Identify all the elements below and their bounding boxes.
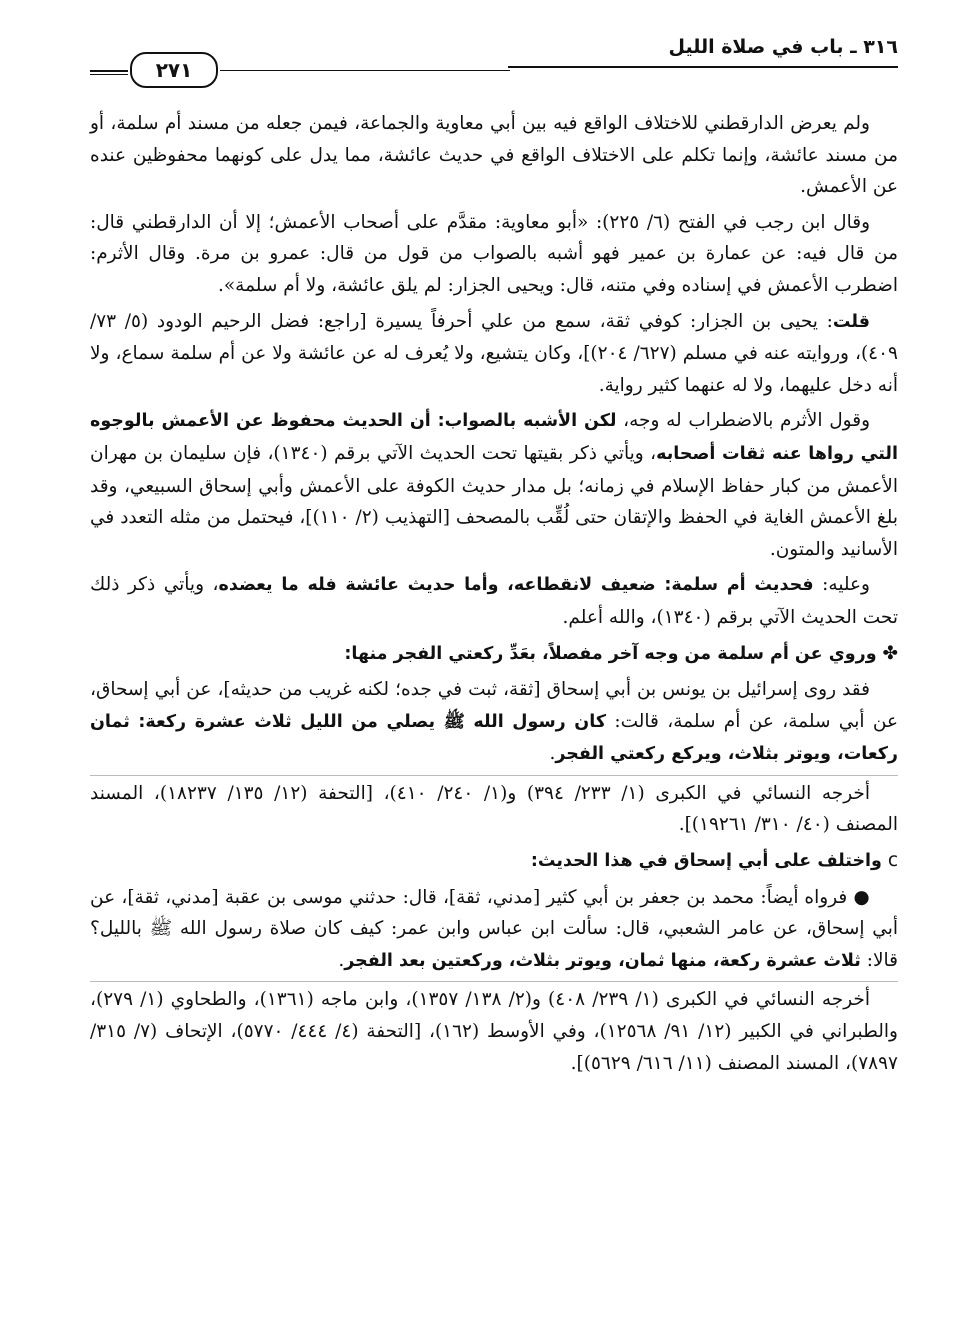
text-segment: : يحيى بن الجزار: كوفي ثقة، سمع من علي أحرفاً يسيرة [راجع: فضل الرحيم الودود (٥/ ٧٣/ ٤٠٩)، وروايته عنه في مسلم (٦٢٧/ ٢٠٤)]، وكان يتشيع، ولا يُعرف له عن عائشة ولا عن أم سلمة سماع، ولا أنه دخل عليهما، ولا له عنهما كثير رواية.	[90, 310, 898, 396]
bullet-mark: ᴄ	[881, 850, 898, 872]
text-segment: ، ويأتي ذكر ذلك تحت الحديث الآتي برقم (١٣٤٠)، والله أعلم.	[90, 574, 898, 628]
chapter-title: ٣١٦ ـ باب في صلاة الليل	[668, 36, 898, 58]
text-segment: ، ويأتي ذكر بقيتها تحت الحديث الآتي برقم (١٣٤٠)، فإن سليمان بن مهران الأعمش من كبار حفاظ الإسلام في زمانه؛ بل مدار حديث الكوفة على الأعمش وأبي إسحاق السبيعي، وقد بلغ الأعمش الغاية في الحفظ والإتقان حتى لُقِّب بالمصحف [التهذيب (٢/ ١١٠)]، فيحتمل من مثله التعدد في الأسانيد والمتون.	[90, 442, 898, 560]
text-segment: وعليه:	[813, 574, 870, 596]
paragraph	[90, 306, 898, 402]
paragraph	[90, 981, 898, 1079]
bullet-mark: ●	[847, 886, 870, 908]
text-segment: فرواه أيضاً: محمد بن جعفر بن أبي كثير [مدني، ثقة]، قال: حدثني موسى بن عقبة [مدني، ثقة]، عن أبي إسحاق، عن عامر الشعبي، قال: سألت ابن عباس وابن عمر: كيف كان صلاة رسول الله ﷺ بالليل؟ قالا:	[90, 886, 898, 971]
bold-text: قلت	[832, 311, 870, 332]
page-number: ٢٧١	[130, 52, 218, 88]
paragraph	[90, 207, 898, 302]
section-heading	[90, 638, 898, 671]
section-heading	[90, 845, 898, 878]
bold-text: ثلاث عشرة ركعة، منها ثمان، ويوتر بثلاث، وركعتين بعد الفجر	[344, 950, 861, 971]
book-page	[90, 30, 898, 1320]
paragraph	[90, 882, 898, 978]
header-rule	[508, 66, 898, 68]
bold-text: فحديث أم سلمة: ضعيف لانقطاعه، وأما حديث عائشة فله ما يعضده	[218, 575, 814, 596]
bold-text: واختلف على أبي إسحاق في هذا الحديث:	[530, 851, 882, 872]
bold-text: كان رسول الله ﷺ يصلي من الليل ثلاث عشرة ركعة: ثمان ركعات، ويوتر بثلاث، ويركع ركعتي الفجر	[90, 711, 898, 765]
header-rule	[90, 70, 128, 72]
paragraph	[90, 108, 898, 203]
text-segment: ولم يعرض الدارقطني للاختلاف الواقع فيه بين أبي معاوية والجماعة، فيمن جعله من مسند أم سلمة، أو من مسند عائشة، وإنما تكلم على الاختلاف الواقع في حديث عائشة، مما يدل على كونهما محفوظين عنده عن الأعمش.	[90, 113, 898, 198]
bold-text: وروي عن أم سلمة من وجه آخر مفصلاً، بعَدِّ ركعتي الفجر منها:	[344, 643, 877, 664]
text-segment: .	[549, 743, 556, 765]
text-segment: وقول الأثرم بالاضطراب له وجه،	[616, 410, 871, 432]
page-body	[90, 108, 898, 1083]
text-segment: أخرجه النسائي في الكبرى (١/ ٢٣٩/ ٤٠٨) و(٢/ ١٣٨/ ١٣٥٧)، وابن ماجه (١٣٦١)، والطحاوي (١/ ٢٧٩)، والطبراني في الكبير (١٢/ ٩١/ ١٢٥٦٨)، وفي الأوسط (١٦٢)، [التحفة (٤/ ٤٤٤/ ٥٧٧٠)، الإتحاف (٧/ ٣١٥/ ٧٨٩٧)، المسند المصنف (١١/ ٦١٦/ ٥٦٢٩)].	[90, 989, 898, 1074]
paragraph	[90, 405, 898, 565]
bold-text: لكن الأشبه بالصواب: أن الحديث محفوظ عن الأعمش بالوجوه التي رواها عنه ثقات أصحابه	[90, 411, 898, 464]
paragraph	[90, 674, 898, 771]
bullet-mark: ✤	[876, 642, 898, 664]
text-segment: .	[338, 949, 345, 971]
page-header	[90, 30, 898, 90]
text-segment: أخرجه النسائي في الكبرى (١/ ٢٣٣/ ٣٩٤) و(١/ ٢٤٠/ ٤١٠)، [التحفة (١٢/ ١٣٥/ ١٨٢٣٧)، المسند المصنف (٤٠/ ٣١٠/ ١٩٢٦١)].	[90, 782, 898, 836]
header-rule	[90, 74, 128, 75]
text-segment: وقال ابن رجب في الفتح (٦/ ٢٢٥): «أبو معاوية: مقدَّم على أصحاب الأعمش؛ إلا أن الدارقطني قال: من قال فيه: عن عمارة بن عمير فهو أشبه بالصواب من قول من قال: عمرو بن مرة. وقال الأثرم: اضطرب الأعمش في إسناده وفي متنه، قال: ويحيى الجزار: لم يلق عائشة، ولا أم سلمة».	[90, 211, 898, 296]
paragraph	[90, 775, 898, 841]
paragraph	[90, 569, 898, 633]
header-rule	[220, 70, 510, 71]
text-segment: فقد روى إسرائيل بن يونس بن أبي إسحاق [ثقة، ثبت في جده؛ لكنه غريب من حديثه]، عن أبي إسحاق، عن أبي سلمة، عن أم سلمة، قالت:	[90, 679, 898, 732]
